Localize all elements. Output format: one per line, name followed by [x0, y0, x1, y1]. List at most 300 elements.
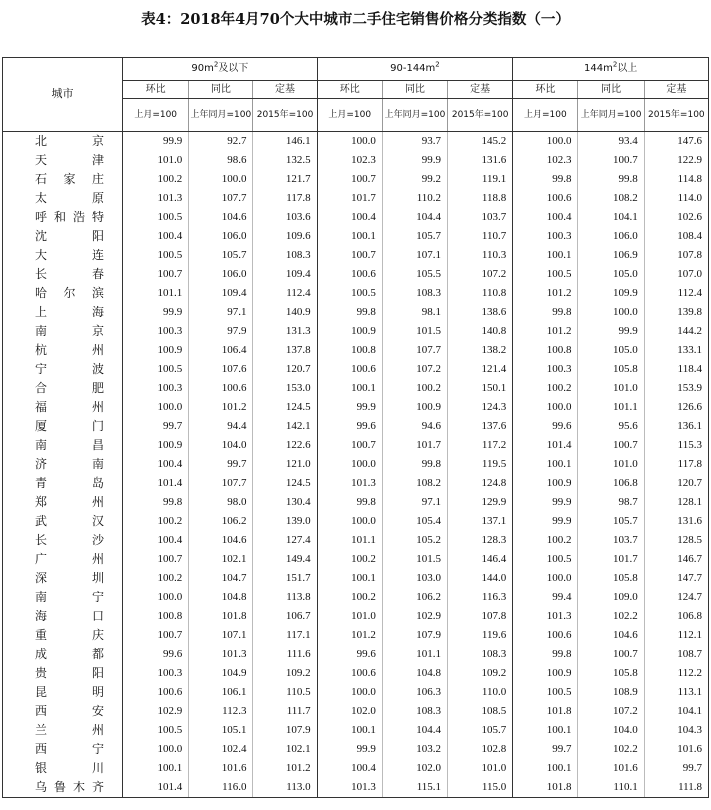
base-same-month-last-year: 上年同月=100 — [578, 99, 644, 132]
index-value: 110.8 — [448, 284, 513, 303]
index-value: 101.3 — [189, 645, 253, 664]
index-value: 121.7 — [253, 170, 317, 189]
index-value: 103.7 — [448, 208, 513, 227]
index-value: 93.7 — [382, 132, 447, 152]
index-value: 119.1 — [448, 170, 513, 189]
index-value: 99.9 — [317, 398, 382, 417]
index-value: 109.4 — [253, 265, 317, 284]
index-value: 109.6 — [253, 227, 317, 246]
index-value: 100.2 — [123, 512, 189, 531]
index-value: 100.1 — [123, 759, 189, 778]
index-value: 98.1 — [382, 303, 447, 322]
index-value: 140.8 — [448, 322, 513, 341]
price-index-table — [2, 57, 709, 798]
index-value: 102.4 — [189, 740, 253, 759]
index-value: 133.1 — [644, 341, 708, 360]
index-value: 101.0 — [317, 607, 382, 626]
base-2015: 2015年=100 — [253, 99, 317, 132]
index-value: 112.4 — [644, 284, 708, 303]
index-value: 109.2 — [448, 664, 513, 683]
index-value: 117.8 — [253, 189, 317, 208]
index-value: 105.8 — [578, 360, 644, 379]
index-value: 100.7 — [123, 626, 189, 645]
table-row — [3, 626, 709, 645]
base-last-month: 上月=100 — [123, 99, 189, 132]
index-value: 100.1 — [317, 721, 382, 740]
index-value: 124.7 — [644, 588, 708, 607]
index-value: 101.1 — [578, 398, 644, 417]
index-value: 108.2 — [578, 189, 644, 208]
index-value: 101.1 — [123, 284, 189, 303]
index-value: 109.4 — [189, 284, 253, 303]
table-row — [3, 246, 709, 265]
index-value: 99.9 — [123, 132, 189, 152]
index-value: 100.9 — [123, 341, 189, 360]
index-value: 100.9 — [123, 436, 189, 455]
table-body — [3, 132, 709, 798]
table-row — [3, 512, 709, 531]
index-value: 102.6 — [644, 208, 708, 227]
index-value: 118.4 — [644, 360, 708, 379]
subheader-mom: 环比 — [123, 81, 189, 99]
index-value: 101.4 — [123, 474, 189, 493]
index-value: 107.2 — [382, 360, 447, 379]
index-value: 99.7 — [644, 759, 708, 778]
index-value: 109.9 — [578, 284, 644, 303]
index-value: 100.5 — [513, 265, 578, 284]
index-value: 113.0 — [253, 778, 317, 798]
index-value: 100.6 — [317, 360, 382, 379]
index-value: 102.0 — [317, 702, 382, 721]
index-value: 100.1 — [513, 246, 578, 265]
index-value: 101.1 — [382, 645, 447, 664]
index-value: 116.0 — [189, 778, 253, 798]
city-name: 福州 — [3, 398, 123, 417]
index-value: 112.4 — [253, 284, 317, 303]
index-value: 107.9 — [382, 626, 447, 645]
index-value: 100.1 — [513, 759, 578, 778]
index-value: 105.2 — [382, 531, 447, 550]
index-value: 107.2 — [578, 702, 644, 721]
index-value: 131.3 — [253, 322, 317, 341]
index-value: 101.2 — [513, 322, 578, 341]
index-value: 105.1 — [189, 721, 253, 740]
index-value: 100.5 — [317, 284, 382, 303]
index-value: 102.3 — [317, 151, 382, 170]
table-row — [3, 341, 709, 360]
subheader-mom: 环比 — [513, 81, 578, 99]
index-value: 101.2 — [513, 284, 578, 303]
subheader-mom: 环比 — [317, 81, 382, 99]
city-name: 厦门 — [3, 417, 123, 436]
index-value: 101.3 — [123, 189, 189, 208]
index-value: 127.4 — [253, 531, 317, 550]
index-value: 100.0 — [513, 569, 578, 588]
index-value: 110.1 — [578, 778, 644, 798]
index-value: 100.4 — [317, 759, 382, 778]
index-value: 98.0 — [189, 493, 253, 512]
index-value: 100.1 — [317, 569, 382, 588]
table-row — [3, 702, 709, 721]
index-value: 113.1 — [644, 683, 708, 702]
index-value: 112.2 — [644, 664, 708, 683]
index-value: 100.0 — [317, 683, 382, 702]
index-value: 100.9 — [317, 322, 382, 341]
city-name: 北京 — [3, 132, 123, 152]
index-value: 100.0 — [578, 303, 644, 322]
index-value: 100.0 — [513, 398, 578, 417]
index-value: 107.8 — [644, 246, 708, 265]
index-value: 102.3 — [513, 151, 578, 170]
city-name: 海口 — [3, 607, 123, 626]
city-name: 大连 — [3, 246, 123, 265]
index-value: 104.6 — [578, 626, 644, 645]
index-value: 100.1 — [317, 227, 382, 246]
index-value: 102.2 — [578, 607, 644, 626]
index-value: 137.8 — [253, 341, 317, 360]
index-value: 101.3 — [317, 778, 382, 798]
index-value: 112.3 — [189, 702, 253, 721]
index-value: 100.5 — [123, 208, 189, 227]
index-value: 115.1 — [382, 778, 447, 798]
table-row — [3, 132, 709, 152]
index-value: 131.6 — [448, 151, 513, 170]
index-value: 104.6 — [189, 531, 253, 550]
index-value: 104.3 — [644, 721, 708, 740]
index-value: 100.7 — [123, 550, 189, 569]
index-value: 101.2 — [189, 398, 253, 417]
subheader-yoy: 同比 — [189, 81, 253, 99]
city-name: 上海 — [3, 303, 123, 322]
index-value: 105.7 — [578, 512, 644, 531]
index-value: 98.6 — [189, 151, 253, 170]
index-value: 138.2 — [448, 341, 513, 360]
index-value: 99.7 — [189, 455, 253, 474]
index-value: 109.0 — [578, 588, 644, 607]
index-value: 115.0 — [448, 778, 513, 798]
index-value: 104.4 — [382, 208, 447, 227]
index-value: 147.6 — [644, 132, 708, 152]
city-name: 呼和浩特 — [3, 208, 123, 227]
index-value: 93.4 — [578, 132, 644, 152]
index-value: 100.5 — [513, 550, 578, 569]
index-value: 100.9 — [513, 664, 578, 683]
index-value: 104.0 — [578, 721, 644, 740]
index-value: 108.3 — [382, 702, 447, 721]
table-row — [3, 607, 709, 626]
index-value: 99.8 — [317, 303, 382, 322]
index-value: 111.6 — [253, 645, 317, 664]
table-row — [3, 664, 709, 683]
index-value: 126.6 — [644, 398, 708, 417]
city-name: 济南 — [3, 455, 123, 474]
index-value: 101.0 — [578, 379, 644, 398]
city-name: 石家庄 — [3, 170, 123, 189]
city-name: 西宁 — [3, 740, 123, 759]
index-value: 115.3 — [644, 436, 708, 455]
index-value: 99.9 — [317, 740, 382, 759]
index-value: 101.7 — [578, 550, 644, 569]
index-value: 101.2 — [253, 759, 317, 778]
index-value: 100.4 — [513, 208, 578, 227]
index-value: 114.8 — [644, 170, 708, 189]
index-value: 100.7 — [578, 436, 644, 455]
index-value: 100.7 — [317, 436, 382, 455]
index-value: 99.9 — [382, 151, 447, 170]
table-row — [3, 778, 709, 798]
group-header-small: $90m^2$及以下 — [123, 58, 318, 81]
index-value: 105.7 — [382, 227, 447, 246]
index-value: 112.1 — [644, 626, 708, 645]
index-value: 101.0 — [578, 455, 644, 474]
city-name: 青岛 — [3, 474, 123, 493]
city-name: 长春 — [3, 265, 123, 284]
index-value: 149.4 — [253, 550, 317, 569]
index-value: 100.0 — [513, 132, 578, 152]
index-value: 100.2 — [513, 379, 578, 398]
index-value: 100.3 — [513, 360, 578, 379]
index-value: 106.2 — [189, 512, 253, 531]
index-value: 105.0 — [578, 265, 644, 284]
index-value: 101.5 — [382, 322, 447, 341]
index-value: 106.8 — [644, 607, 708, 626]
city-name: 杭州 — [3, 341, 123, 360]
index-value: 110.0 — [448, 683, 513, 702]
city-name: 长沙 — [3, 531, 123, 550]
index-value: 117.2 — [448, 436, 513, 455]
index-value: 101.6 — [189, 759, 253, 778]
index-value: 120.7 — [253, 360, 317, 379]
index-value: 144.2 — [644, 322, 708, 341]
city-name: 兰州 — [3, 721, 123, 740]
index-value: 124.5 — [253, 398, 317, 417]
index-value: 100.7 — [317, 170, 382, 189]
table-row — [3, 208, 709, 227]
city-name: 沈阳 — [3, 227, 123, 246]
index-value: 106.8 — [578, 474, 644, 493]
table-row — [3, 474, 709, 493]
index-value: 101.5 — [382, 550, 447, 569]
index-value: 119.5 — [448, 455, 513, 474]
index-value: 94.6 — [382, 417, 447, 436]
base-same-month-last-year: 上年同月=100 — [382, 99, 447, 132]
index-value: 100.0 — [123, 740, 189, 759]
subheader-yoy: 同比 — [382, 81, 447, 99]
city-name: 天津 — [3, 151, 123, 170]
index-value: 107.2 — [448, 265, 513, 284]
table-row — [3, 531, 709, 550]
index-value: 107.7 — [189, 474, 253, 493]
index-value: 136.1 — [644, 417, 708, 436]
index-value: 99.6 — [317, 417, 382, 436]
index-value: 102.8 — [448, 740, 513, 759]
index-value: 100.6 — [513, 626, 578, 645]
group-header-medium: $90-144m^2$ — [317, 58, 513, 81]
index-value: 108.3 — [382, 284, 447, 303]
index-value: 107.0 — [644, 265, 708, 284]
index-value: 104.8 — [382, 664, 447, 683]
index-value: 99.8 — [513, 303, 578, 322]
table-row — [3, 683, 709, 702]
index-value: 102.1 — [189, 550, 253, 569]
index-value: 94.4 — [189, 417, 253, 436]
index-value: 106.0 — [578, 227, 644, 246]
index-value: 104.7 — [189, 569, 253, 588]
table-row — [3, 759, 709, 778]
index-value: 100.0 — [317, 455, 382, 474]
index-value: 99.4 — [513, 588, 578, 607]
index-value: 109.2 — [253, 664, 317, 683]
index-value: 99.8 — [513, 645, 578, 664]
index-value: 101.0 — [123, 151, 189, 170]
table-row — [3, 303, 709, 322]
index-value: 99.8 — [317, 493, 382, 512]
index-value: 119.6 — [448, 626, 513, 645]
index-value: 106.0 — [189, 265, 253, 284]
index-value: 100.5 — [123, 360, 189, 379]
table-row — [3, 417, 709, 436]
table-row — [3, 588, 709, 607]
index-value: 100.4 — [123, 531, 189, 550]
index-value: 99.7 — [123, 417, 189, 436]
index-value: 102.0 — [382, 759, 447, 778]
index-value: 108.7 — [644, 645, 708, 664]
index-value: 104.1 — [578, 208, 644, 227]
index-value: 100.6 — [513, 189, 578, 208]
index-value: 108.4 — [644, 227, 708, 246]
index-value: 153.9 — [644, 379, 708, 398]
index-value: 120.7 — [644, 474, 708, 493]
index-value: 107.7 — [189, 189, 253, 208]
index-value: 100.1 — [317, 379, 382, 398]
index-value: 100.1 — [513, 721, 578, 740]
index-value: 130.4 — [253, 493, 317, 512]
index-value: 100.2 — [513, 531, 578, 550]
index-value: 105.5 — [382, 265, 447, 284]
index-value: 100.4 — [123, 227, 189, 246]
index-value: 100.7 — [578, 645, 644, 664]
city-name: 贵阳 — [3, 664, 123, 683]
index-value: 124.3 — [448, 398, 513, 417]
index-value: 102.9 — [382, 607, 447, 626]
index-value: 100.0 — [123, 588, 189, 607]
city-name: 郑州 — [3, 493, 123, 512]
city-name: 合肥 — [3, 379, 123, 398]
index-value: 99.6 — [513, 417, 578, 436]
index-value: 104.1 — [644, 702, 708, 721]
city-name: 西安 — [3, 702, 123, 721]
index-value: 100.0 — [123, 398, 189, 417]
city-name: 南宁 — [3, 588, 123, 607]
index-value: 100.8 — [317, 341, 382, 360]
base-last-month: 上月=100 — [317, 99, 382, 132]
city-name: 银川 — [3, 759, 123, 778]
table-row — [3, 455, 709, 474]
city-name: 成都 — [3, 645, 123, 664]
table-title: 表4：2018年4月70个大中城市二手住宅销售价格分类指数（一） — [141, 11, 570, 28]
index-value: 99.8 — [382, 455, 447, 474]
index-value: 97.1 — [189, 303, 253, 322]
index-value: 147.7 — [644, 569, 708, 588]
index-value: 142.1 — [253, 417, 317, 436]
index-value: 99.8 — [578, 170, 644, 189]
index-value: 98.7 — [578, 493, 644, 512]
index-value: 110.7 — [448, 227, 513, 246]
index-value: 104.4 — [382, 721, 447, 740]
index-value: 132.5 — [253, 151, 317, 170]
table-row — [3, 265, 709, 284]
index-value: 153.0 — [253, 379, 317, 398]
subheader-yoy: 同比 — [578, 81, 644, 99]
index-value: 101.2 — [317, 626, 382, 645]
index-value: 105.8 — [578, 664, 644, 683]
table-row — [3, 227, 709, 246]
index-value: 107.9 — [253, 721, 317, 740]
index-value: 144.0 — [448, 569, 513, 588]
table-row — [3, 284, 709, 303]
table-row — [3, 721, 709, 740]
index-value: 100.2 — [317, 588, 382, 607]
table-row — [3, 436, 709, 455]
subheader-fixed-base: 定基 — [448, 81, 513, 99]
index-value: 99.8 — [123, 493, 189, 512]
index-value: 107.8 — [448, 607, 513, 626]
index-value: 105.7 — [448, 721, 513, 740]
index-value: 113.8 — [253, 588, 317, 607]
index-value: 124.8 — [448, 474, 513, 493]
index-value: 117.1 — [253, 626, 317, 645]
index-value: 110.5 — [253, 683, 317, 702]
index-value: 128.1 — [644, 493, 708, 512]
index-value: 100.6 — [317, 265, 382, 284]
group-header-large: $144m^2$以上 — [513, 58, 709, 81]
index-value: 101.1 — [317, 531, 382, 550]
index-value: 100.7 — [317, 246, 382, 265]
city-name: 重庆 — [3, 626, 123, 645]
index-value: 101.0 — [448, 759, 513, 778]
index-value: 104.0 — [189, 436, 253, 455]
index-value: 111.7 — [253, 702, 317, 721]
index-value: 101.7 — [382, 436, 447, 455]
index-value: 99.9 — [123, 303, 189, 322]
table-row — [3, 189, 709, 208]
index-value: 150.1 — [448, 379, 513, 398]
index-value: 146.4 — [448, 550, 513, 569]
index-value: 139.0 — [253, 512, 317, 531]
index-value: 104.8 — [189, 588, 253, 607]
index-value: 106.0 — [189, 227, 253, 246]
index-value: 99.6 — [317, 645, 382, 664]
index-value: 99.6 — [123, 645, 189, 664]
index-value: 100.3 — [513, 227, 578, 246]
table-row — [3, 740, 709, 759]
base-last-month: 上月=100 — [513, 99, 578, 132]
index-value: 110.2 — [382, 189, 447, 208]
index-value: 105.8 — [578, 569, 644, 588]
index-value: 100.0 — [317, 132, 382, 152]
index-value: 103.7 — [578, 531, 644, 550]
city-name: 广州 — [3, 550, 123, 569]
index-value: 124.5 — [253, 474, 317, 493]
city-name: 昆明 — [3, 683, 123, 702]
index-value: 104.6 — [189, 208, 253, 227]
index-value: 105.4 — [382, 512, 447, 531]
index-value: 140.9 — [253, 303, 317, 322]
index-value: 106.7 — [253, 607, 317, 626]
index-value: 106.9 — [578, 246, 644, 265]
city-column-header: 城市 — [3, 58, 123, 132]
index-value: 100.6 — [317, 664, 382, 683]
